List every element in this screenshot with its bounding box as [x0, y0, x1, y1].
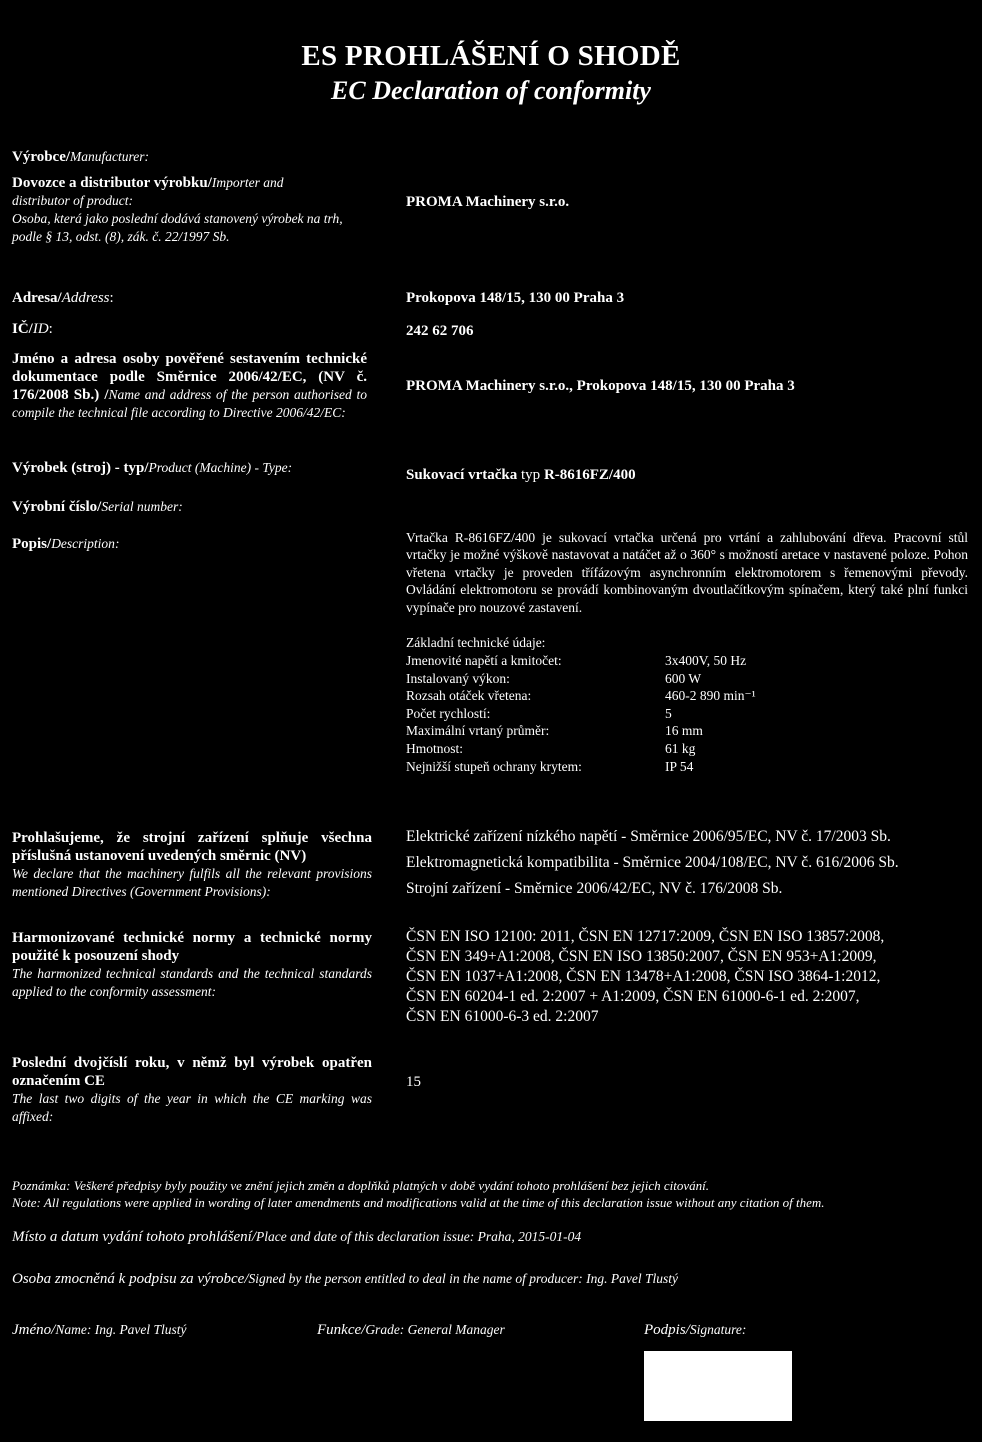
spec-key: Rozsah otáček vřetena: — [406, 688, 532, 704]
spec-row — [406, 652, 756, 670]
directives-label-en: We declare that the machinery fulfils all the relevant provisions mentioned Directives (Government Provisions): — [12, 866, 372, 899]
id-label-en: ID — [32, 321, 49, 337]
description-label-cz: Popis/ — [12, 536, 52, 552]
signed-by-label-cz: Osoba zmocněná k podpisu za výrobce/ — [12, 1271, 249, 1287]
product-value — [406, 466, 636, 484]
signature-label-cz: Podpis/ — [644, 1322, 690, 1338]
standard-line: ČSN EN 1037+A1:2008, ČSN EN 13478+A1:2008, ČSN ISO 3864-1:2012, — [406, 968, 881, 985]
standard-line: ČSN EN 60204-1 ed. 2:2007 + A1:2009, ČSN EN 61000-6-1 ed. 2:2007, — [406, 988, 860, 1005]
spec-value: 61 kg — [665, 740, 696, 756]
tech-file-value: PROMA Machinery s.r.o., Prokopova 148/15, 130 00 Praha 3 — [406, 378, 795, 394]
directive-item: Elektromagnetická kompatibilita - Směrnice 2004/108/EC, NV č. 616/2006 Sb. — [406, 854, 899, 871]
description-label: Popis/Description: — [12, 536, 120, 552]
spec-value: 5 — [665, 705, 672, 721]
name-field — [12, 1322, 187, 1339]
spec-value: 460-2 890 min⁻¹ — [665, 688, 756, 704]
product-label-en: Product (Machine) - Type — [148, 460, 288, 475]
standards-label-en: The harmonized technical standards and the technical standards applied to the conformity assessment: — [12, 966, 372, 999]
note-cz: Poznámka: Veškeré předpisy byly použity ve znění jejich změn a doplňků platných v době vydání tohoto prohlášení bez jejich citování. — [12, 1178, 710, 1193]
tech-file-label — [12, 350, 367, 422]
directives-label — [12, 829, 372, 901]
spec-value: 600 W — [665, 670, 702, 686]
address-label: Adresa/Address: — [12, 290, 114, 306]
importer-label-en-2: distributor of product: — [12, 193, 134, 208]
grade-field — [317, 1322, 505, 1339]
description-text: Vrtačka R-8616FZ/400 je sukovací vrtačka určená pro vrtání a zahlubování dřeva. Pracovní stůl vrtačky je možné výškově nastavovat a natáčet až o 360° s možností aretace v nastavené poloze. Pohon vřetena vrtačky je proveden třífázovým asynchronním elektromotorem s řemenovými převody. Ovládání elektromotoru se provádí kombinovaným dvoutlačítkovým spínačem, který také plní funkci vypínače pro nouzové zastavení. — [406, 530, 968, 615]
spec-value: IP 54 — [665, 758, 694, 774]
tech-file-label-cz: Jméno a adresa osoby pověřené sestavením technické dokumentace podle Směrnice 2006/42/EC, (NV č. 176/2008 Sb.) / — [12, 351, 367, 403]
manufacturer-label-cz: Výrobce/ — [12, 149, 71, 165]
signature-field — [644, 1322, 746, 1339]
serial-label-cz: Výrobní číslo/ — [12, 499, 102, 515]
specs-block — [406, 652, 756, 775]
grade-label-en: Grade: General Manager — [365, 1322, 505, 1337]
standards-label — [12, 929, 372, 1001]
manufacturer-label: Výrobce/Manufacturer: — [12, 149, 150, 165]
manufacturer-value: PROMA Machinery s.r.o. — [406, 194, 570, 210]
standards-label-cz: Harmonizované technické normy a technické normy použité k posouzení shody — [12, 930, 372, 964]
signed-by — [12, 1271, 678, 1288]
spec-row — [406, 722, 756, 740]
standard-line: ČSN EN 61000-6-3 ed. 2:2007 — [406, 1008, 599, 1025]
ce-year-label-cz: Poslední dvojčíslí roku, v němž byl výrobek opatřen označením CE — [12, 1055, 372, 1089]
standard-line: ČSN EN ISO 12100: 2011, ČSN EN 12717:2009, ČSN EN ISO 13857:2008, — [406, 928, 885, 945]
spec-key: Hmotnost: — [406, 740, 464, 756]
spec-key: Instalovaný výkon: — [406, 670, 510, 686]
directive-item: Strojní zařízení - Směrnice 2006/42/EC, NV č. 176/2008 Sb. — [406, 880, 783, 897]
signed-by-label-en: Signed by the person entitled to deal in the name of producer: Ing. Pavel Tlustý — [248, 1271, 679, 1286]
address-value: Prokopova 148/15, 130 00 Praha 3 — [406, 290, 625, 306]
place-date-label-en: Place and date of this declaration issue: Praha, 2015-01-04 — [256, 1229, 582, 1244]
importer-label-en-1: Importer and — [211, 175, 284, 190]
product-label: Výrobek (stroj) - typ/Product (Machine) - Type: — [12, 460, 293, 476]
directives-list — [406, 824, 899, 902]
document-title: ES PROHLÁŠENÍ O SHODĚ — [301, 40, 681, 72]
description-label-en: Description — [51, 536, 115, 551]
spec-row — [406, 758, 756, 776]
spec-row — [406, 705, 756, 723]
importer-label-cz: Dovozce a distributor výrobku/ — [12, 175, 212, 191]
product-typ: typ — [521, 467, 541, 483]
serial-label-en: Serial number — [101, 499, 179, 514]
standards-list — [406, 927, 946, 1027]
product-label-cz: Výrobek (stroj) - typ/ — [12, 460, 149, 476]
spec-value: 3x400V, 50 Hz — [665, 653, 747, 668]
spec-key: Počet rychlostí: — [406, 705, 491, 721]
importer-label — [12, 174, 357, 246]
directives-label-cz: Prohlašujeme, že strojní zařízení splňuje všechna příslušná ustanovení uvedených směrnic (NV) — [12, 830, 372, 864]
spec-row — [406, 740, 756, 758]
importer-note: Osoba, která jako poslední dodává stanovený výrobek na trh, podle § 13, odst. (8), zák. č. 22/1997 Sb. — [12, 211, 343, 244]
document-subtitle: EC Declaration of conformity — [331, 76, 651, 105]
note-en: Note: All regulations were applied in wording of later amendments and modifications valid at the time of this declaration issue without any citation of them. — [12, 1195, 825, 1210]
directive-item: Elektrické zařízení nízkého napětí - Směrnice 2006/95/EC, NV č. 17/2003 Sb. — [406, 828, 891, 845]
spec-row — [406, 687, 756, 705]
id-value: 242 62 706 — [406, 323, 474, 339]
tech-file-label-en: Name and address of the person authorised to compile the technical file according to Directive 2006/42/EC: — [12, 387, 367, 420]
product-model: R-8616FZ/400 — [543, 467, 636, 483]
ce-year-value: 15 — [406, 1074, 421, 1090]
signature-label-en: Signature: — [689, 1322, 747, 1337]
grade-label-cz: Funkce/ — [317, 1322, 366, 1338]
specs-title: Základní technické údaje: — [406, 635, 546, 650]
name-label-cz: Jméno/ — [12, 1322, 56, 1338]
name-label-en: Name: Ing. Pavel Tlustý — [55, 1322, 187, 1337]
serial-label: Výrobní číslo/Serial number: — [12, 499, 183, 515]
standard-line: ČSN EN 349+A1:2008, ČSN EN ISO 13850:2007, ČSN EN 953+A1:2009, — [406, 948, 877, 965]
id-label-cz: IČ/ — [12, 321, 33, 337]
spec-key: Jmenovité napětí a kmitočet: — [406, 653, 562, 668]
address-label-cz: Adresa/ — [12, 290, 62, 306]
spec-key: Maximální vrtaný průměr: — [406, 723, 550, 739]
ce-year-label — [12, 1054, 372, 1126]
place-date — [12, 1229, 581, 1246]
place-date-label-cz: Místo a datum vydání tohoto prohlášení/ — [12, 1229, 257, 1245]
product-name: Sukovací vrtačka — [406, 467, 518, 483]
ce-year-label-en: The last two digits of the year in which the CE marking was affixed: — [12, 1091, 372, 1124]
specs-table — [406, 652, 756, 775]
id-label: IČ/ID: — [12, 321, 53, 337]
spec-row — [406, 670, 756, 688]
signature-box — [644, 1351, 792, 1421]
address-label-en: Address — [61, 290, 110, 306]
spec-key: Nejnižší stupeň ochrany krytem: — [406, 758, 582, 774]
spec-value: 16 mm — [665, 723, 703, 739]
manufacturer-label-en: Manufacturer — [70, 149, 145, 164]
